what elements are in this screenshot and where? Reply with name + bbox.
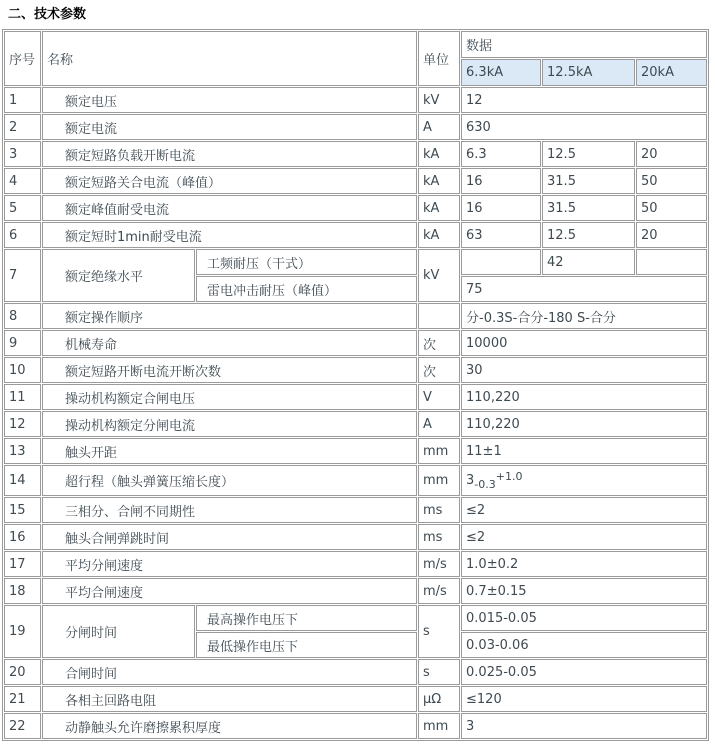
table-row: [4, 465, 707, 496]
sub-name-cell: 工频耐压（干式）: [196, 249, 417, 275]
value-cell: 20: [636, 222, 707, 248]
name-cell: 额定电流: [42, 114, 417, 140]
unit-cell: mm: [418, 465, 460, 496]
value-cell: 分-0.3S-合分-180 S-合分: [461, 303, 707, 329]
table-row: [4, 303, 707, 329]
table-row: [4, 168, 707, 194]
value-cell: [461, 465, 707, 496]
value-cell: 31.5: [542, 195, 635, 221]
table-row: [4, 686, 707, 712]
serial-cell: 16: [4, 524, 41, 550]
table-row: [4, 659, 707, 685]
value-cell: 0.03-0.06: [461, 632, 707, 658]
name-cell: 操动机构额定分闸电流: [42, 411, 417, 437]
unit-cell: mm: [418, 438, 460, 464]
serial-cell: 13: [4, 438, 41, 464]
name-cell: 额定操作顺序: [42, 303, 417, 329]
sub-name-cell: 雷电冲击耐压（峰值）: [196, 276, 417, 302]
table-row: [4, 195, 707, 221]
table-row: [4, 114, 707, 140]
header-cell-rating-12-5ka: 12.5kA: [542, 59, 635, 86]
name-cell: 机械寿命: [42, 330, 417, 356]
table-row: [4, 551, 707, 577]
value-cell: 50: [636, 195, 707, 221]
header-cell-name: 名称: [42, 31, 417, 86]
table-row: [4, 578, 707, 604]
unit-cell: μΩ: [418, 686, 460, 712]
name-cell: 操动机构额定合闸电压: [42, 384, 417, 410]
name-cell: 额定短路关合电流（峰值）: [42, 168, 417, 194]
unit-cell: mm: [418, 713, 460, 739]
serial-cell: 3: [4, 141, 41, 167]
header-cell-rating-20ka: 20kA: [636, 59, 707, 86]
name-cell: 额定短路开断电流开断次数: [42, 357, 417, 383]
header-cell-rating-6-3ka: 6.3kA: [461, 59, 541, 86]
name-cell: 三相分、合闸不同期性: [42, 497, 417, 523]
value-cell: ≤2: [461, 497, 707, 523]
value-cell: 63: [461, 222, 541, 248]
value-cell: ≤2: [461, 524, 707, 550]
serial-cell: 8: [4, 303, 41, 329]
name-cell: 额定短时1min耐受电流: [42, 222, 417, 248]
table-row: [4, 497, 707, 523]
unit-cell: kA: [418, 141, 460, 167]
value-cell: 12.5: [542, 222, 635, 248]
name-cell: 触头合闸弹跳时间: [42, 524, 417, 550]
table-row: [4, 330, 707, 356]
value-cell: 0.015-0.05: [461, 605, 707, 631]
value-cell: 6.3: [461, 141, 541, 167]
unit-cell: m/s: [418, 578, 460, 604]
sub-name-cell: 最高操作电压下: [196, 605, 417, 631]
unit-cell: m/s: [418, 551, 460, 577]
unit-cell: kA: [418, 222, 460, 248]
table-row: [4, 411, 707, 437]
unit-cell: kV: [418, 249, 460, 302]
serial-cell: 7: [4, 249, 41, 302]
name-cell: 各相主回路电阻: [42, 686, 417, 712]
tech-params-table: [2, 29, 709, 741]
value-cell: 3: [461, 713, 707, 739]
overtravel-value-subscript: -0.3: [474, 478, 496, 491]
unit-cell: ms: [418, 524, 460, 550]
name-cell: 额定电压: [42, 87, 417, 113]
overtravel-value-base: 3: [466, 473, 475, 488]
serial-cell: 21: [4, 686, 41, 712]
value-cell: 75: [461, 276, 707, 302]
unit-cell: kA: [418, 195, 460, 221]
unit-cell: ms: [418, 497, 460, 523]
table-row: [4, 713, 707, 739]
unit-cell: A: [418, 411, 460, 437]
unit-cell: V: [418, 384, 460, 410]
serial-cell: 2: [4, 114, 41, 140]
table-row: [4, 87, 707, 113]
table-row: [4, 605, 707, 631]
table-row: [4, 524, 707, 550]
serial-cell: 10: [4, 357, 41, 383]
name-cell: 超行程（触头弹簧压缩长度）: [42, 465, 417, 496]
value-cell: 630: [461, 114, 707, 140]
serial-cell: 11: [4, 384, 41, 410]
serial-cell: 17: [4, 551, 41, 577]
value-cell: 50: [636, 168, 707, 194]
unit-cell: A: [418, 114, 460, 140]
name-cell: 平均合闸速度: [42, 578, 417, 604]
name-cell: 额定绝缘水平: [42, 249, 195, 302]
name-cell: 平均分闸速度: [42, 551, 417, 577]
value-cell: 12: [461, 87, 707, 113]
name-cell: 额定峰值耐受电流: [42, 195, 417, 221]
serial-cell: 22: [4, 713, 41, 739]
table-row: [4, 357, 707, 383]
value-cell: 0.025-0.05: [461, 659, 707, 685]
value-cell: 11±1: [461, 438, 707, 464]
value-cell: 10000: [461, 330, 707, 356]
page-title: 二、技术参数: [8, 7, 87, 22]
unit-cell: s: [418, 605, 460, 658]
serial-cell: 4: [4, 168, 41, 194]
serial-cell: 20: [4, 659, 41, 685]
value-cell: ≤120: [461, 686, 707, 712]
serial-cell: 5: [4, 195, 41, 221]
serial-cell: 1: [4, 87, 41, 113]
header-cell-serial: 序号: [4, 31, 41, 86]
header-cell-unit: 单位: [418, 31, 460, 86]
table-row: [4, 222, 707, 248]
name-cell: 动静触头允许磨擦累积厚度: [42, 713, 417, 739]
unit-cell: s: [418, 659, 460, 685]
value-cell: 1.0±0.2: [461, 551, 707, 577]
name-cell: 合闸时间: [42, 659, 417, 685]
name-cell: 分闸时间: [42, 605, 195, 658]
table-row: [4, 249, 707, 275]
value-cell: 20: [636, 141, 707, 167]
unit-cell: kA: [418, 168, 460, 194]
value-cell: 0.7±0.15: [461, 578, 707, 604]
unit-cell: kV: [418, 87, 460, 113]
value-cell: 42: [542, 249, 635, 275]
value-cell: 30: [461, 357, 707, 383]
value-cell: 110,220: [461, 384, 707, 410]
value-cell: 31.5: [542, 168, 635, 194]
value-cell: [461, 249, 541, 275]
sub-name-cell: 最低操作电压下: [196, 632, 417, 658]
serial-cell: 9: [4, 330, 41, 356]
value-cell: 16: [461, 168, 541, 194]
value-cell: 16: [461, 195, 541, 221]
unit-cell: 次: [418, 357, 460, 383]
serial-cell: 18: [4, 578, 41, 604]
serial-cell: 19: [4, 605, 41, 658]
table-row: [4, 438, 707, 464]
header-cell-data: 数据: [461, 31, 707, 58]
value-cell: 12.5: [542, 141, 635, 167]
serial-cell: 12: [4, 411, 41, 437]
name-cell: 额定短路负载开断电流: [42, 141, 417, 167]
table-row: [4, 384, 707, 410]
serial-cell: 15: [4, 497, 41, 523]
serial-cell: 6: [4, 222, 41, 248]
table-header-row: [4, 31, 707, 58]
value-cell: 110,220: [461, 411, 707, 437]
value-cell: [636, 249, 707, 275]
unit-cell: [418, 303, 460, 329]
unit-cell: 次: [418, 330, 460, 356]
name-cell: 触头开距: [42, 438, 417, 464]
table-row: [4, 141, 707, 167]
overtravel-value-superscript: +1.0: [495, 470, 523, 483]
serial-cell: 14: [4, 465, 41, 496]
